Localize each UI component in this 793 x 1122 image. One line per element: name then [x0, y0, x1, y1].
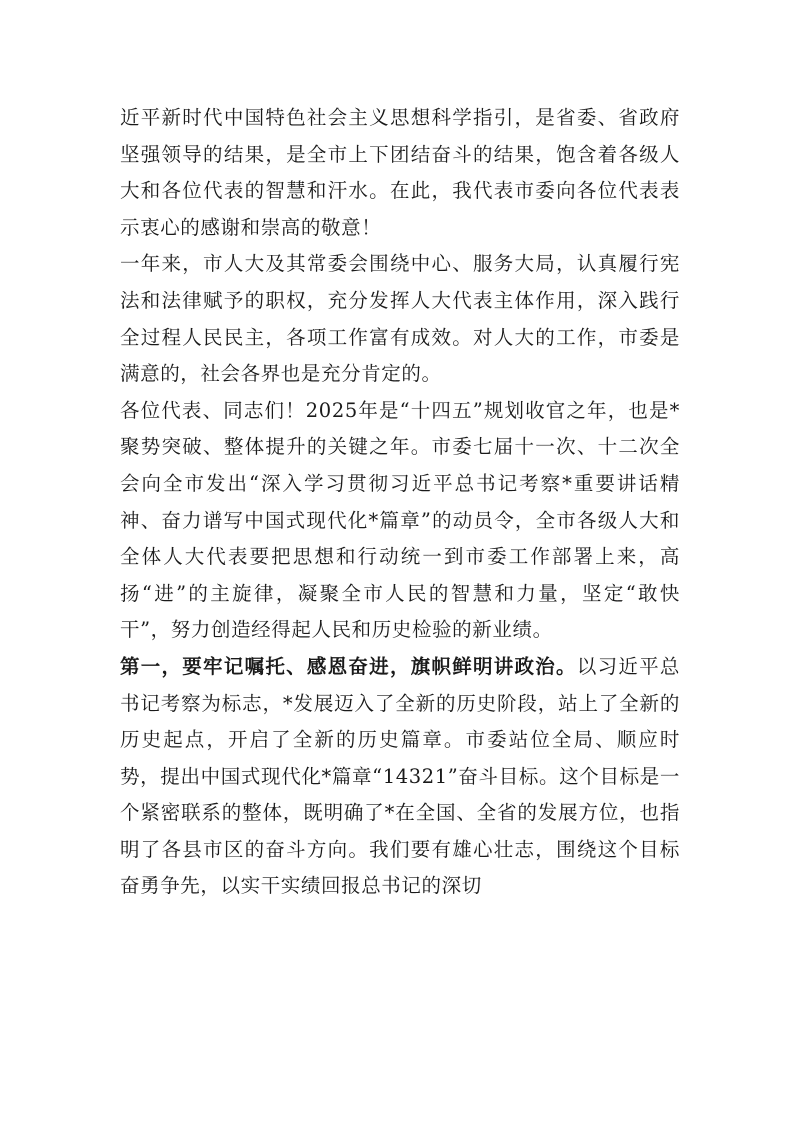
paragraph-2-text: 一年来，市人大及其常委会围绕中心、服务大局，认真履行宪法和法律赋予的职权，充分发挥人大代表主体作用，深入践行全过程人民民主，各项工作富有成效。对人大的工作，市委是满意的，社会各界也是充分肯定的。: [120, 252, 680, 386]
paragraph-1: [120, 100, 680, 246]
paragraph-4-text: 以习近平总书记考察为标志，*发展迈入了全新的历史阶段，站上了全新的历史起点，开启了全新的历史篇章。市委站位全局、顺应时势，提出中国式现代化*篇章“14321”奋斗目标。这个目标是一个紧密联系的整体，既明确了*在全国、全省的发展方位，也指明了各县市区的奋斗方向。我们要有雄心壮志，围绕这个目标奋勇争先，以实干实绩回报总书记的深切: [120, 654, 680, 898]
document-body: [120, 100, 680, 905]
paragraph-1-text: 近平新时代中国特色社会主义思想科学指引，是省委、省政府坚强领导的结果，是全市上下团结奋斗的结果，饱含着各级人大和各位代表的智慧和汗水。在此，我代表市委向各位代表表示衷心的感谢和崇高的敬意！: [120, 106, 680, 239]
paragraph-3-text: 各位代表、同志们！2025年是“十四五”规划收官之年，也是*聚势突破、整体提升的关键之年。市委七届十一次、十二次全会向全市发出“深入学习贯彻习近平总书记考察*重要讲话精神、奋力谱写中国式现代化*篇章”的动员令，全市各级人大和全体人大代表要把思想和行动统一到市委工作部署上来，高扬“进”的主旋律，凝聚全市人民的智慧和力量，坚定“敢快干”，努力创造经得起人民和历史检验的新业绩。: [120, 398, 680, 642]
paragraph-2: [120, 246, 680, 392]
paragraph-3: [120, 393, 680, 649]
paragraph-4-lead: 第一，要牢记嘱托、感恩奋进，旗帜鲜明讲政治。: [120, 654, 577, 678]
paragraph-4: [120, 649, 680, 905]
